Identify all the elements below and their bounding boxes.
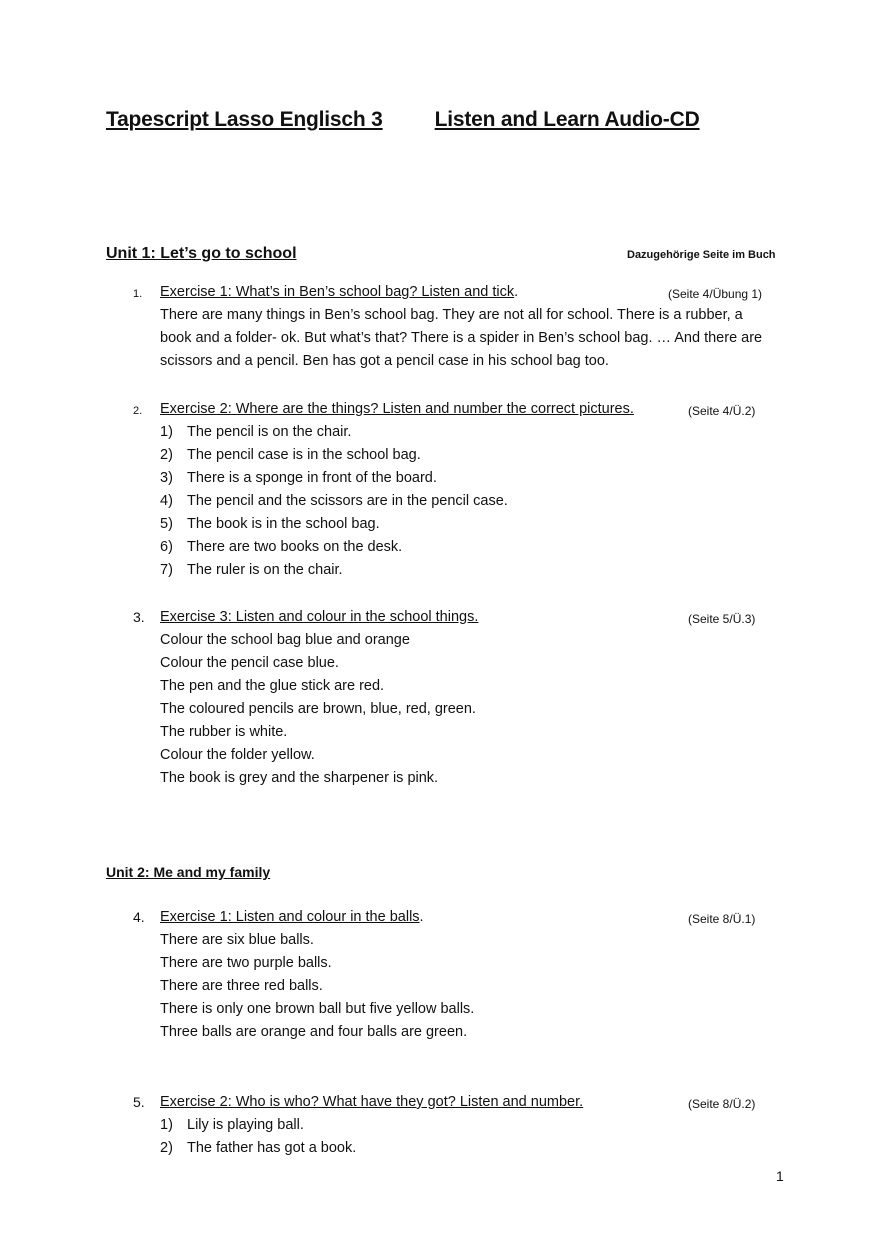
list-item-number: 5)	[160, 516, 173, 532]
exercise-number: 2.	[133, 405, 143, 417]
list-item: The pencil and the scissors are in the pencil case.	[187, 493, 508, 509]
text-line: Colour the folder yellow.	[160, 747, 315, 763]
unit-2-heading: Unit 2: Me and my family	[106, 864, 271, 880]
text-line: There are three red balls.	[160, 978, 323, 994]
list-item: The ruler is on the chair.	[187, 562, 343, 578]
text-line: Colour the school bag blue and orange	[160, 632, 410, 648]
exercise-1-title-suffix: .	[514, 284, 519, 300]
exercise-2-page-ref: (Seite 4/Ü.2)	[688, 404, 756, 418]
text-line: scissors and a pencil. Ben has got a pencil case in his school bag too.	[160, 353, 609, 369]
book-page-reference-label: Dazugehörige Seite im Buch	[627, 249, 776, 261]
text-line: The coloured pencils are brown, blue, red, green.	[160, 701, 476, 717]
list-item-number: 3)	[160, 470, 173, 486]
list-item: The father has got a book.	[187, 1140, 357, 1156]
page-number: 1	[776, 1168, 784, 1184]
exercise-number: 3.	[133, 609, 145, 625]
list-item-number: 4)	[160, 493, 173, 509]
list-item: The pencil is on the chair.	[187, 424, 352, 440]
title-right: Listen and Learn Audio-CD	[434, 108, 700, 131]
unit-1-heading: Unit 1: Let’s go to school	[106, 245, 297, 262]
exercise-4-title-line	[160, 909, 424, 925]
list-item-number: 2)	[160, 447, 173, 463]
text-line: There are six blue balls.	[160, 932, 314, 948]
exercise-4-title-suffix: .	[419, 909, 424, 925]
exercise-number: 4.	[133, 909, 145, 925]
text-line: Three balls are orange and four balls are green.	[160, 1024, 468, 1040]
list-item-number: 1)	[160, 424, 173, 440]
text-line: There are many things in Ben’s school bag. They are not all for school. There is a rubber, a	[160, 307, 743, 323]
exercise-1-page-ref: (Seite 4/Übung 1)	[668, 287, 763, 301]
text-line: There is only one brown ball but five yellow balls.	[160, 1001, 475, 1017]
exercise-3-page-ref: (Seite 5/Ü.3)	[688, 612, 756, 626]
text-line: Colour the pencil case blue.	[160, 655, 339, 671]
list-item-number: 6)	[160, 539, 173, 555]
text-line: book and a folder- ok. But what’s that? There is a spider in Ben’s school bag. … And there are	[160, 330, 763, 346]
list-item: The pencil case is in the school bag.	[187, 447, 421, 463]
list-item-number: 1)	[160, 1117, 173, 1133]
list-item: There are two books on the desk.	[187, 539, 403, 555]
exercise-4-page-ref: (Seite 8/Ü.1)	[688, 912, 756, 926]
exercise-1-title: Exercise 1: What’s in Ben’s school bag? Listen and tick	[160, 284, 515, 300]
exercise-3-title: Exercise 3: Listen and colour in the school things.	[160, 609, 479, 625]
exercise-1-title-line	[160, 284, 518, 300]
list-item-number: 2)	[160, 1140, 173, 1156]
exercise-5-title: Exercise 2: Who is who? What have they got? Listen and number.	[160, 1094, 584, 1110]
exercise-number: 5.	[133, 1094, 145, 1110]
document-title	[106, 108, 700, 132]
exercise-2-title: Exercise 2: Where are the things? Listen and number the correct pictures.	[160, 401, 634, 417]
exercise-5-page-ref: (Seite 8/Ü.2)	[688, 1097, 756, 1111]
exercise-4-title: Exercise 1: Listen and colour in the balls	[160, 909, 420, 925]
list-item: Lily is playing ball.	[187, 1117, 304, 1133]
list-item: There is a sponge in front of the board.	[187, 470, 437, 486]
title-left: Tapescript Lasso Englisch 3	[106, 108, 383, 131]
list-item: The book is in the school bag.	[187, 516, 380, 532]
text-line: The rubber is white.	[160, 724, 288, 740]
text-line: There are two purple balls.	[160, 955, 332, 971]
list-item-number: 7)	[160, 562, 173, 578]
exercise-number: 1.	[133, 288, 143, 300]
text-line: The pen and the glue stick are red.	[160, 678, 385, 694]
text-line: The book is grey and the sharpener is pink.	[160, 770, 439, 786]
